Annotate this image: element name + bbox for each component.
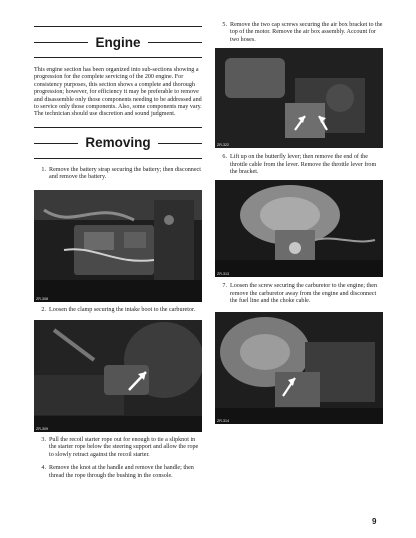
step-text: Loosen the screw securing the carburetor to the engine; then remove the carburetor away from the engine and disconnect the fuel line and the choke cable. xyxy=(230,283,378,305)
removing-heading: Removing xyxy=(78,135,157,150)
step-number: 5. xyxy=(222,22,227,28)
page-number: 9 xyxy=(372,517,377,526)
step-3 xyxy=(34,437,202,459)
step-6 xyxy=(215,154,383,176)
carburetor-drawing xyxy=(215,312,383,424)
intro-paragraph: This engine section has been organized into sub-sections showing a progression for the complete servicing of the 200 engine. For consistency purposes, this section shows a complete and thorough progression; however, for efficiency it may be preferable to remove and disassemble only those components needing to be addressed and to service only those components. Also, some components may vary. The technician should use discretion and sound judgment. xyxy=(34,67,202,118)
engine-section-header xyxy=(34,26,202,58)
step-text: Remove the battery strap securing the battery; then disconnect and remove the battery. xyxy=(49,166,201,181)
step-5 xyxy=(215,22,383,44)
step-number: 4. xyxy=(41,465,46,472)
battery-photo-drawing xyxy=(34,190,202,302)
step-4 xyxy=(34,465,202,480)
step-text: Remove the knot at the handle and remove the handle; then thread the rope through the bushing in the console. xyxy=(49,465,194,479)
removing-section-header xyxy=(34,127,202,159)
photo-caption: ZR-308 xyxy=(36,296,48,301)
step-text: Loosen the clamp securing the intake boot to the carburetor. xyxy=(49,306,196,313)
intake-clamp-drawing xyxy=(34,320,202,432)
step-1 xyxy=(34,167,202,182)
step-number: 7. xyxy=(222,283,227,290)
air-box-photo xyxy=(215,48,383,148)
photo-caption: ZR-309 xyxy=(36,427,48,432)
step-7 xyxy=(215,283,383,305)
intake-clamp-photo xyxy=(34,320,202,432)
battery-photo xyxy=(34,190,202,302)
left-column xyxy=(34,26,202,480)
carburetor-photo xyxy=(215,312,383,424)
step-number: 2. xyxy=(41,306,46,313)
step-text: Remove the two cap screws securing the air box bracket to the top of the motor. Remove the air box assembly. Account for two hoses. xyxy=(230,22,383,43)
photo-caption: ZR-313 xyxy=(217,272,229,277)
air-box-drawing xyxy=(215,48,383,148)
right-column xyxy=(215,22,383,424)
throttle-lever-photo xyxy=(215,180,383,277)
step-text: Pull the recoil starter rope out for enough to tie a slipknot in the starter rope below the steering support and allow the rope to slowly retract against the recoil starter. xyxy=(49,437,199,458)
engine-heading: Engine xyxy=(88,35,147,50)
step-2 xyxy=(34,307,202,314)
step-text: Lift up on the butterfly lever; then remove the end of the throttle cable from the lever. Remove the throttle lever from the bracket. xyxy=(230,154,377,176)
step-number: 1. xyxy=(41,166,46,173)
photo-caption: ZR-322 xyxy=(217,143,229,148)
photo-caption: ZR-314 xyxy=(217,418,229,423)
throttle-lever-drawing xyxy=(215,180,383,277)
step-number: 3. xyxy=(41,437,46,444)
step-number: 6. xyxy=(222,154,227,161)
